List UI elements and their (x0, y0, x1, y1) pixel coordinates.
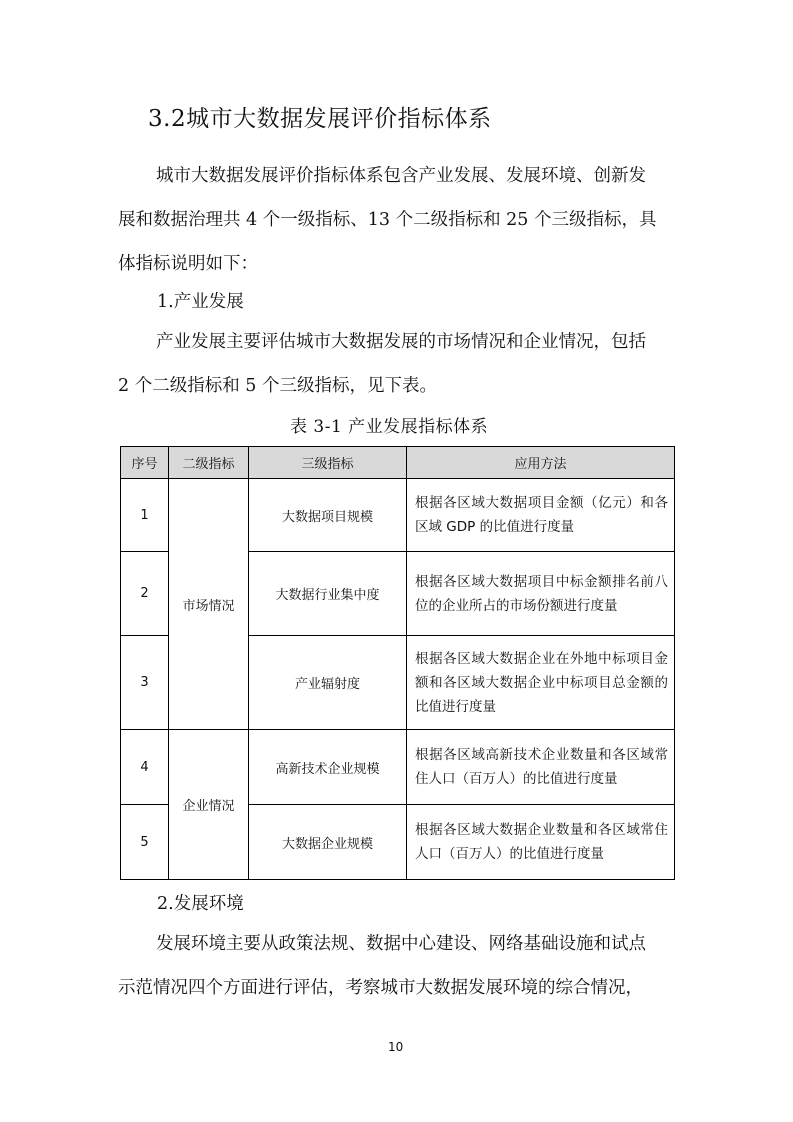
group-cell: 企业情况 (169, 730, 249, 880)
header-method: 应用方法 (407, 447, 675, 479)
industry-paragraph (118, 320, 678, 408)
method-cell: 根据各区域大数据企业数量和各区域常住人口（百万人）的比值进行度量 (407, 805, 675, 880)
table-row (121, 730, 675, 805)
environment-paragraph (118, 922, 678, 1010)
indicator-cell: 产业辐射度 (249, 636, 407, 730)
table-header-row (121, 447, 675, 479)
intro-line: 展和数据治理共 4 个一级指标、13 个二级指标和 25 个三级指标，具 (118, 210, 657, 230)
page-number: 10 (388, 1040, 404, 1054)
subsection-heading-1: 1.产业发展 (157, 292, 244, 312)
section-heading: 3.2城市大数据发展评价指标体系 (148, 106, 492, 132)
indicator-table (120, 446, 675, 880)
environment-line: 示范情况四个方面进行评估，考察城市大数据发展环境的综合情况， (118, 978, 643, 998)
industry-line: 2 个二级指标和 5 个三级指标，见下表。 (118, 376, 437, 396)
intro-line: 体指标说明如下： (118, 254, 258, 274)
intro-line: 城市大数据发展评价指标体系包含产业发展、发展环境、创新发 (156, 166, 646, 186)
industry-line: 产业发展主要评估城市大数据发展的市场情况和企业情况，包括 (156, 332, 646, 352)
group-cell: 市场情况 (169, 479, 249, 730)
row-number: 1 (121, 479, 169, 552)
header-level3: 三级指标 (249, 447, 407, 479)
row-number: 5 (121, 805, 169, 880)
environment-line: 发展环境主要从政策法规、数据中心建设、网络基础设施和试点 (156, 934, 646, 954)
method-cell: 根据各区域大数据企业在外地中标项目金额和各区域大数据企业中标项目总金额的比值进行度量 (407, 636, 675, 730)
method-cell: 根据各区域大数据项目金额（亿元）和各区域 GDP 的比值进行度量 (407, 479, 675, 552)
indicator-cell: 大数据行业集中度 (249, 552, 407, 636)
intro-paragraph (118, 154, 678, 286)
table-row (121, 479, 675, 552)
row-number: 2 (121, 552, 169, 636)
indicator-cell: 大数据企业规模 (249, 805, 407, 880)
header-level2: 二级指标 (169, 447, 249, 479)
header-no: 序号 (121, 447, 169, 479)
row-number: 4 (121, 730, 169, 805)
indicator-cell: 大数据项目规模 (249, 479, 407, 552)
table-caption: 表 3-1 产业发展指标体系 (290, 417, 489, 437)
subsection-heading-2: 2.发展环境 (157, 894, 244, 914)
indicator-cell: 高新技术企业规模 (249, 730, 407, 805)
method-cell: 根据各区域大数据项目中标金额排名前八位的企业所占的市场份额进行度量 (407, 552, 675, 636)
method-cell: 根据各区域高新技术企业数量和各区域常住人口（百万人）的比值进行度量 (407, 730, 675, 805)
row-number: 3 (121, 636, 169, 730)
